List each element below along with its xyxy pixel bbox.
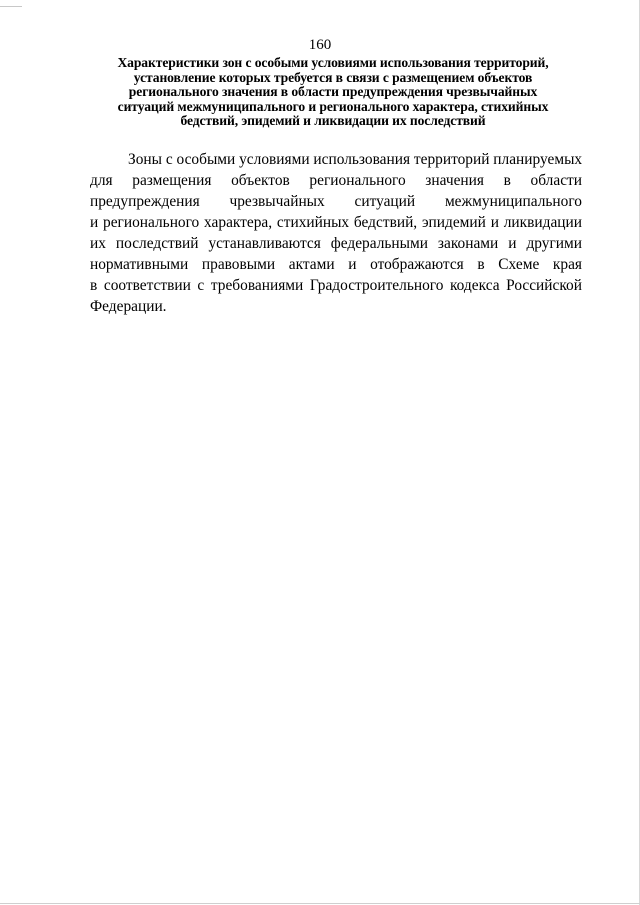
heading-line: регионального значения в области предупреждения чрезвычайных	[128, 84, 538, 100]
heading-line: бедствий, эпидемий и ликвидации их последствий	[180, 113, 486, 129]
scan-artifact-mark	[0, 6, 22, 7]
paragraph-line: нормативными правовыми актами и отображаются в Схеме края	[90, 256, 582, 273]
scan-edge-bottom	[0, 903, 640, 904]
heading-line: установление которых требуется в связи с размещением объектов	[133, 69, 533, 85]
heading-line: ситуаций межмуниципального и регионального характера, стихийных	[117, 98, 549, 114]
section-heading	[84, 56, 582, 129]
heading-line: Характеристики зон с особыми условиями использования территорий,	[117, 55, 549, 70]
paragraph-line: Федерации.	[90, 298, 167, 315]
paragraph-line: предупреждения чрезвычайных ситуаций межмуниципального	[90, 193, 582, 210]
paragraph-line: и регионального характера, стихийных бедствий, эпидемий и ликвидации	[90, 214, 582, 231]
paragraph-line: для размещения объектов регионального значения в области	[90, 172, 582, 189]
paragraph-line: их последствий устанавливаются федеральными законами и другими	[90, 235, 582, 252]
paragraph-line: Зоны с особыми условиями использования территорий планируемых	[128, 151, 583, 168]
body-paragraph	[90, 149, 582, 317]
page-number: 160	[308, 37, 332, 53]
paragraph-line: в соответствии с требованиями Градостроительного кодекса Российской	[90, 277, 582, 294]
